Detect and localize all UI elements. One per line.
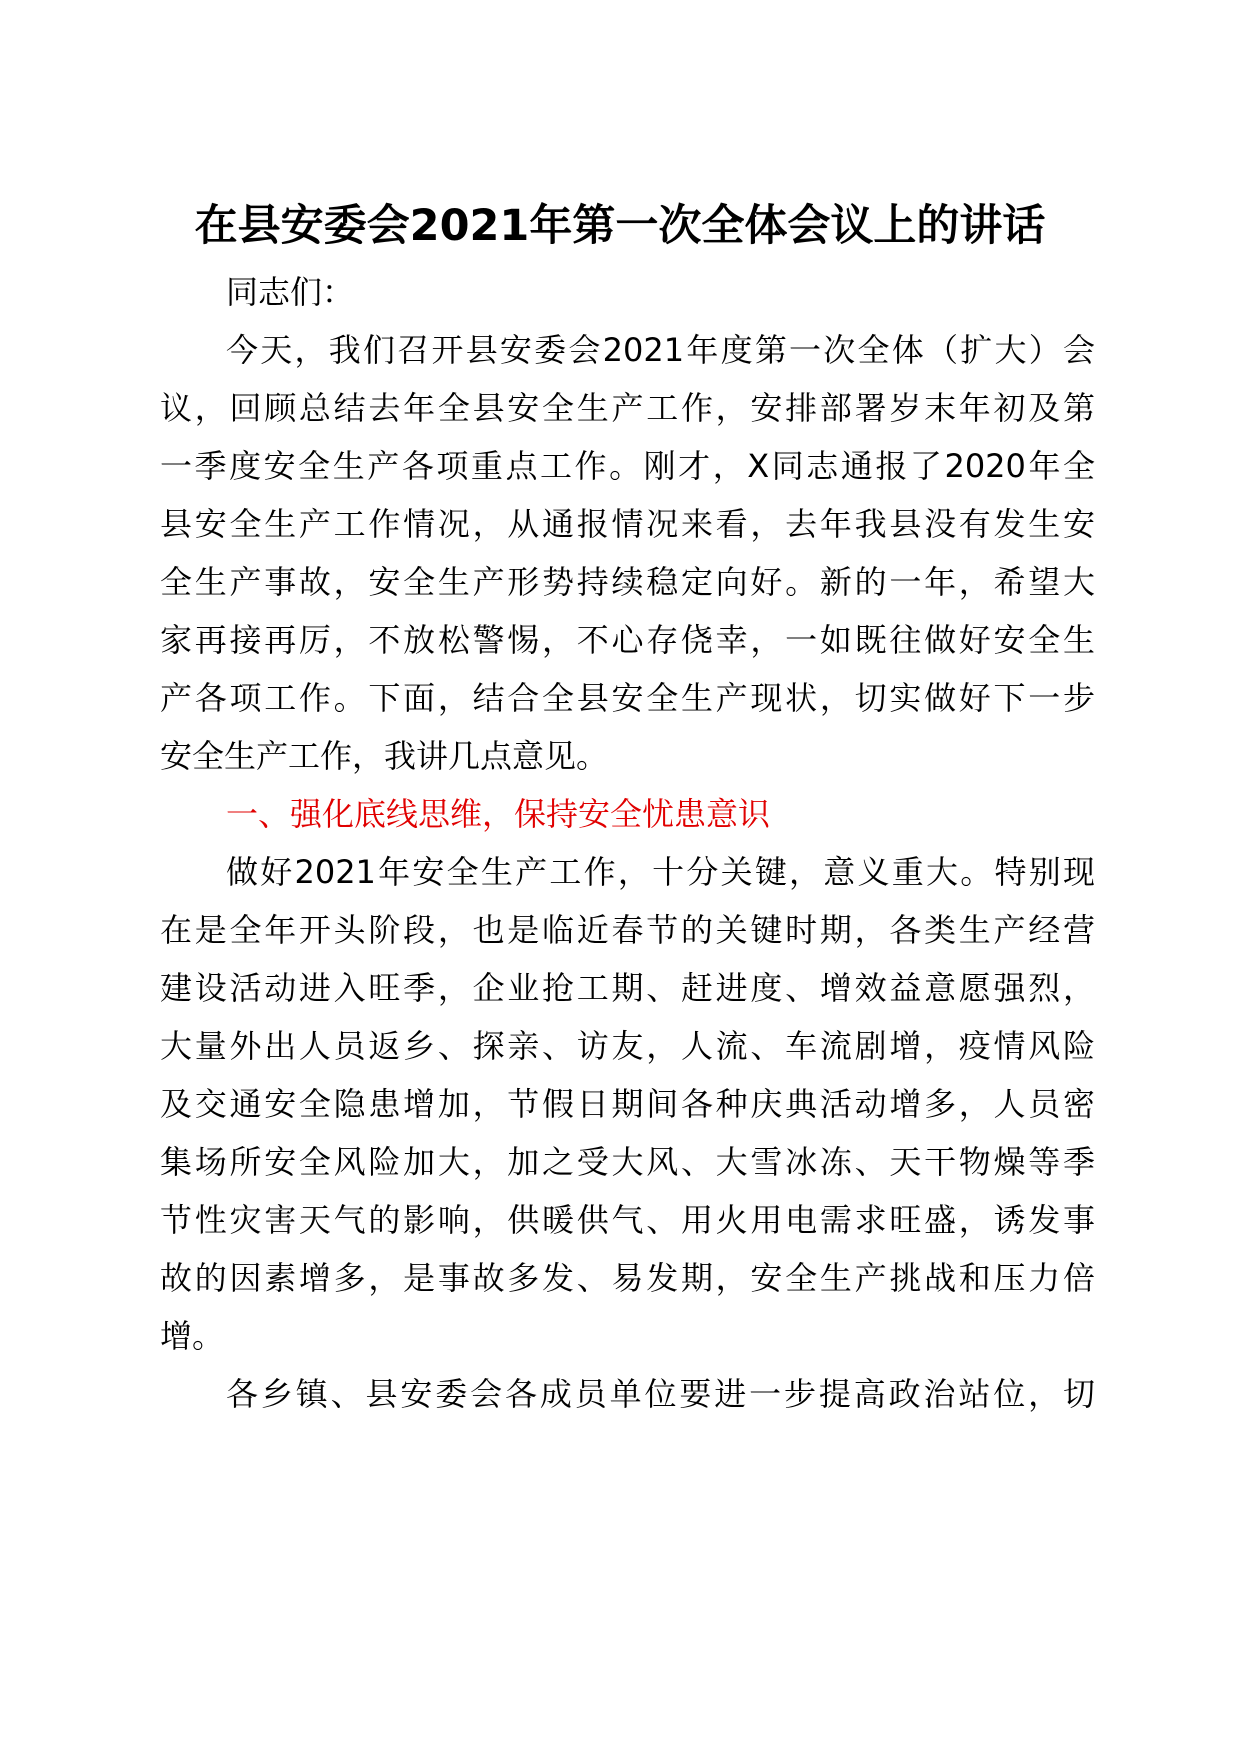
paragraph-line: 全生产事故，安全生产形势持续稳定向好。新的一年，希望大 xyxy=(160,563,1095,601)
paragraph-line: 今天，我们召开县安委会2021年度第一次全体（扩大）会 xyxy=(226,331,1095,369)
paragraph-line: 集场所安全风险加大，加之受大风、大雪冰冻、天干物燥等季 xyxy=(160,1143,1095,1181)
paragraph-line: 及交通安全隐患增加，节假日期间各种庆典活动增多，人员密 xyxy=(160,1085,1095,1123)
paragraph-line: 故的因素增多，是事故多发、易发期，安全生产挑战和压力倍 xyxy=(160,1259,1095,1297)
document-title: 在县安委会2021年第一次全体会议上的讲话 xyxy=(194,201,1046,251)
paragraph-line: 各乡镇、县安委会各成员单位要进一步提高政治站位，切 xyxy=(226,1375,1095,1413)
paragraph-line: 家再接再厉，不放松警惕，不心存侥幸，一如既往做好安全生 xyxy=(160,621,1095,659)
paragraph-line: 议，回顾总结去年全县安全生产工作，安排部署岁末年初及第 xyxy=(160,389,1095,427)
paragraph-line: 大量外出人员返乡、探亲、访友，人流、车流剧增，疫情风险 xyxy=(160,1027,1095,1065)
paragraph-line: 增。 xyxy=(160,1317,225,1355)
paragraph-line: 县安全生产工作情况，从通报情况来看，去年我县没有发生安 xyxy=(160,505,1095,543)
paragraph-line: 一季度安全生产各项重点工作。刚才，X同志通报了2020年全 xyxy=(160,447,1095,485)
paragraph-line: 在是全年开头阶段，也是临近春节的关键时期，各类生产经营 xyxy=(160,911,1095,949)
section-heading: 一、强化底线思维，保持安全忧患意识 xyxy=(226,795,771,833)
paragraph-line: 节性灾害天气的影响，供暖供气、用火用电需求旺盛，诱发事 xyxy=(160,1201,1095,1239)
paragraph-line: 做好2021年安全生产工作，十分关键，意义重大。特别现 xyxy=(226,853,1095,891)
salutation: 同志们： xyxy=(226,273,355,311)
paragraph-line: 建设活动进入旺季，企业抢工期、赶进度、增效益意愿强烈， xyxy=(160,969,1095,1007)
paragraph-line: 产各项工作。下面，结合全县安全生产现状，切实做好下一步 xyxy=(160,679,1095,717)
paragraph-line: 安全生产工作，我讲几点意见。 xyxy=(160,737,609,775)
